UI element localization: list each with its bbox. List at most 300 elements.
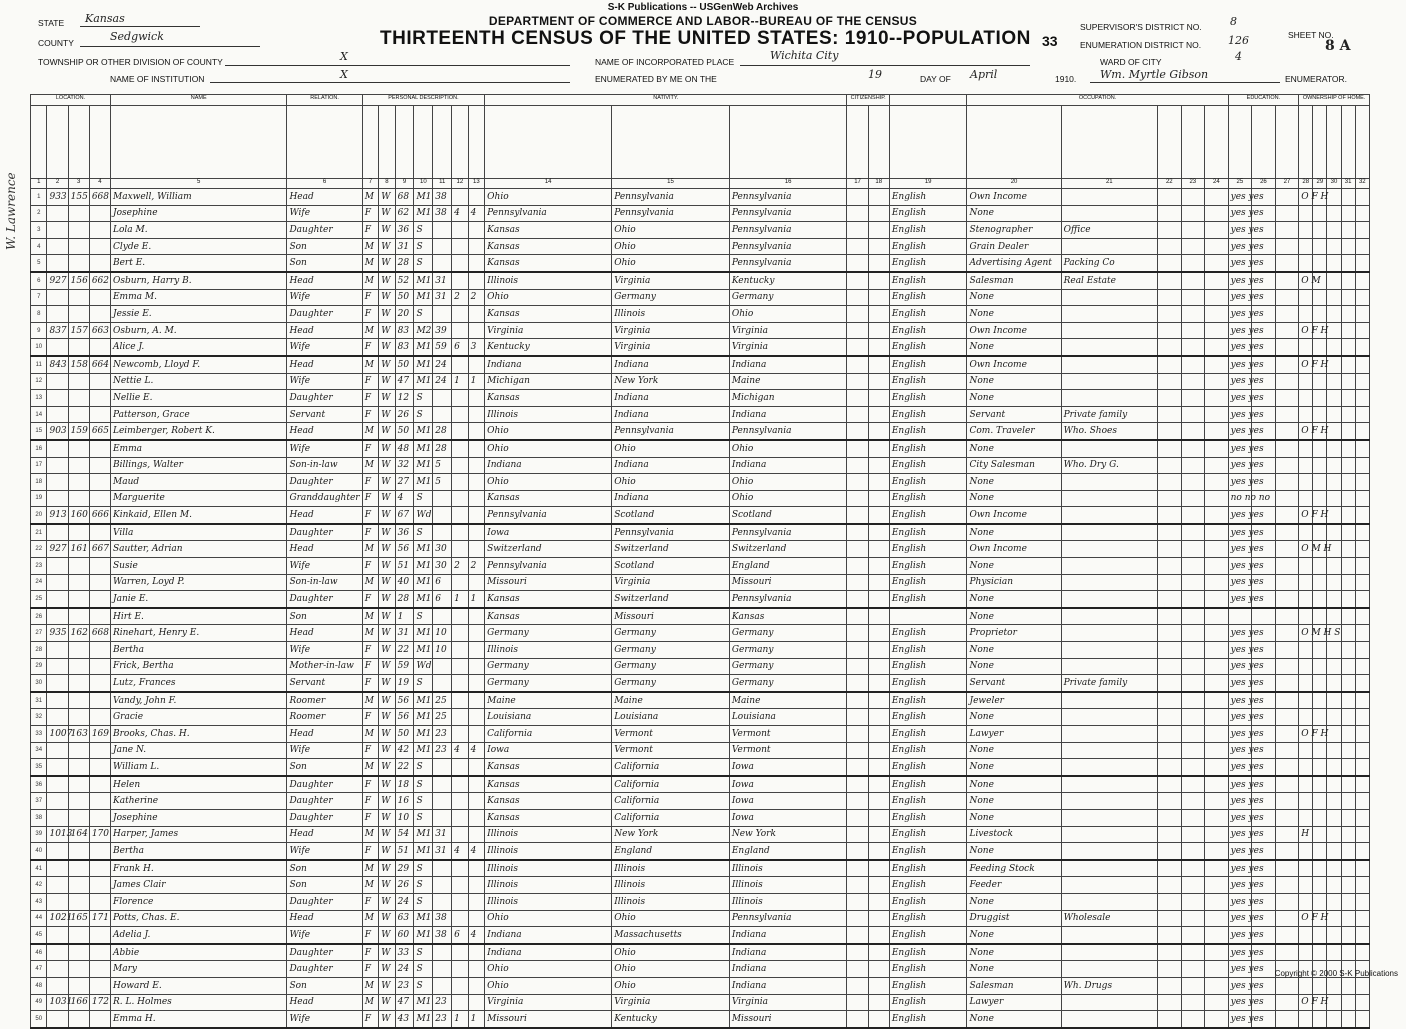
cell-liv (468, 726, 485, 743)
cell-sex: F (362, 927, 378, 944)
cell-pob: Kansas (485, 793, 612, 810)
cell-home: H (1299, 826, 1313, 843)
group-ownership: OWNERSHIP OF HOME. (1299, 95, 1370, 106)
cell-race: W (379, 860, 395, 877)
cell-yrs: 24 (433, 373, 452, 390)
cell-empty (1275, 272, 1299, 289)
cell-rel: Wife (287, 339, 362, 356)
cell-race: W (379, 977, 395, 994)
cell-street (89, 474, 110, 491)
cell-mar: S (414, 306, 433, 323)
table-row (31, 625, 1370, 642)
table-row (31, 1011, 1370, 1028)
cell-born (452, 255, 468, 272)
cell-line: 5 (31, 255, 47, 272)
cell-trade: None (967, 474, 1061, 491)
cell-empty (1341, 558, 1355, 575)
cell-empty (1205, 558, 1229, 575)
cell-pob: Indiana (485, 944, 612, 961)
cell-empty (868, 910, 889, 927)
cell-mar: M1 (414, 692, 433, 709)
cell-pobf: California (612, 759, 730, 776)
cell-trade: Own Income (967, 541, 1061, 558)
cell-empty (1158, 558, 1182, 575)
cell-street (89, 457, 110, 474)
cell-street: 668 (89, 625, 110, 642)
cell-empty (1158, 944, 1182, 961)
cell-ind: Wh. Drugs (1061, 977, 1157, 994)
cell-yrs (433, 977, 452, 994)
cell-empty (1205, 759, 1229, 776)
cell-home (1299, 709, 1313, 726)
cell-yrs (433, 608, 452, 625)
cell-pobm: Louisiana (729, 709, 847, 726)
cell-empty (1313, 826, 1327, 843)
cell-sex: M (362, 608, 378, 625)
cell-street (89, 289, 110, 306)
cell-empty (1205, 675, 1229, 692)
cell-yrs (433, 238, 452, 255)
cell-pobm: Virginia (729, 322, 847, 339)
cell-street (89, 238, 110, 255)
ward-label: WARD OF CITY (1100, 57, 1162, 67)
cell-rel: Son-in-law (287, 574, 362, 591)
cell-race: W (379, 558, 395, 575)
cell-rel: Son (287, 977, 362, 994)
cell-line: 4 (31, 238, 47, 255)
cell-empty (1327, 658, 1341, 675)
cell-liv (468, 474, 485, 491)
cell-born (452, 306, 468, 323)
cell-empty (1275, 406, 1299, 423)
cell-liv (468, 994, 485, 1011)
cell-born (452, 356, 468, 373)
cell-street: 663 (89, 322, 110, 339)
cell-pobf: Pennsylvania (612, 189, 730, 206)
cell-empty (847, 289, 868, 306)
cell-line: 19 (31, 490, 47, 507)
cell-pob: Virginia (485, 322, 612, 339)
cell-name: James Clair (110, 877, 286, 894)
cell-name: Howard E. (110, 977, 286, 994)
group-relation: RELATION. (287, 95, 362, 106)
cell-edu: yes yes (1228, 440, 1252, 457)
cell-street (89, 390, 110, 407)
cell-empty (1355, 776, 1369, 793)
cell-rel: Daughter (287, 944, 362, 961)
cell-lang (889, 608, 967, 625)
cell-empty (1158, 238, 1182, 255)
cell-lang: English (889, 255, 967, 272)
cell-trade: Servant (967, 406, 1061, 423)
cell-pob: Kansas (485, 809, 612, 826)
cell-edu: yes yes (1228, 339, 1252, 356)
cell-race: W (379, 776, 395, 793)
cell-street: 171 (89, 910, 110, 927)
cell-pobm: Pennsylvania (729, 524, 847, 541)
group-language (889, 95, 967, 106)
cell-race: W (379, 608, 395, 625)
cell-street (89, 406, 110, 423)
cell-empty (1341, 793, 1355, 810)
cell-empty (868, 591, 889, 608)
cell-trade: None (967, 709, 1061, 726)
cell-rel: Wife (287, 373, 362, 390)
cell-mar: S (414, 255, 433, 272)
cell-mar: M1 (414, 558, 433, 575)
cell-age: 22 (395, 642, 414, 659)
cell-dwell (47, 524, 68, 541)
cell-line: 8 (31, 306, 47, 323)
cell-line: 1 (31, 189, 47, 206)
cell-line: 7 (31, 289, 47, 306)
cell-street: 665 (89, 423, 110, 440)
cell-empty (1158, 457, 1182, 474)
cell-empty (1205, 608, 1229, 625)
cell-trade: None (967, 961, 1061, 978)
cell-yrs: 5 (433, 457, 452, 474)
cell-name: Newcomb, Lloyd F. (110, 356, 286, 373)
cell-empty (1275, 944, 1299, 961)
cell-age: 22 (395, 759, 414, 776)
cell-street (89, 205, 110, 222)
cell-ind (1061, 726, 1157, 743)
cell-empty (1158, 759, 1182, 776)
cell-empty (1341, 1011, 1355, 1028)
cell-pob: Pennsylvania (485, 507, 612, 524)
cell-empty (1158, 642, 1182, 659)
cell-empty (868, 423, 889, 440)
cell-fam (68, 843, 89, 860)
cell-liv (468, 189, 485, 206)
cell-pobf: Switzerland (612, 541, 730, 558)
cell-empty (847, 692, 868, 709)
cell-pob: Ohio (485, 289, 612, 306)
cell-empty (1313, 809, 1327, 826)
cell-trade: Lawyer (967, 994, 1061, 1011)
cell-sex: F (362, 675, 378, 692)
cell-street (89, 574, 110, 591)
cell-born: 2 (452, 558, 468, 575)
cell-pobf: Maine (612, 692, 730, 709)
cell-empty (1355, 558, 1369, 575)
cell-lang: English (889, 910, 967, 927)
cell-mar: S (414, 390, 433, 407)
cell-empty (1181, 189, 1205, 206)
col-number: 14 (485, 179, 612, 189)
cell-empty (1327, 843, 1341, 860)
cell-empty (1158, 189, 1182, 206)
col-number: 3 (68, 179, 89, 189)
cell-edu: yes yes (1228, 843, 1252, 860)
cell-home (1299, 944, 1313, 961)
cell-ind (1061, 826, 1157, 843)
table-row (31, 474, 1370, 491)
cell-lang: English (889, 558, 967, 575)
cell-fam (68, 759, 89, 776)
cell-empty (868, 843, 889, 860)
cell-line: 28 (31, 642, 47, 659)
cell-empty (847, 961, 868, 978)
cell-race: W (379, 1011, 395, 1028)
cell-liv (468, 574, 485, 591)
table-row (31, 490, 1370, 507)
cell-empty (1275, 877, 1299, 894)
cell-empty (1205, 776, 1229, 793)
cell-lang: English (889, 742, 967, 759)
cell-trade: Own Income (967, 507, 1061, 524)
cell-ind (1061, 558, 1157, 575)
cell-sex: M (362, 272, 378, 289)
cell-rel: Son (287, 608, 362, 625)
cell-empty (1275, 759, 1299, 776)
cell-rel: Wife (287, 927, 362, 944)
cell-edu: yes yes (1228, 826, 1252, 843)
cell-age: 28 (395, 255, 414, 272)
cell-lang: English (889, 675, 967, 692)
cell-pobf: Pennsylvania (612, 423, 730, 440)
col-number: 12 (452, 179, 468, 189)
cell-born: 6 (452, 339, 468, 356)
cell-empty (1205, 893, 1229, 910)
cell-pob: Ohio (485, 961, 612, 978)
cell-empty (868, 826, 889, 843)
cell-empty (1158, 675, 1182, 692)
cell-empty (868, 390, 889, 407)
place-label: NAME OF INCORPORATED PLACE (595, 57, 735, 67)
group-personal: PERSONAL DESCRIPTION. (362, 95, 484, 106)
cell-empty (1275, 238, 1299, 255)
cell-home (1299, 977, 1313, 994)
cell-line: 42 (31, 877, 47, 894)
cell-empty (1275, 222, 1299, 239)
table-row (31, 809, 1370, 826)
cell-trade: Feeder (967, 877, 1061, 894)
cell-rel: Servant (287, 675, 362, 692)
cell-line: 29 (31, 658, 47, 675)
cell-empty (1181, 658, 1205, 675)
cell-empty (1355, 356, 1369, 373)
cell-empty (1158, 809, 1182, 826)
cell-lang: English (889, 406, 967, 423)
cell-empty (1275, 189, 1299, 206)
cell-pobf: Virginia (612, 994, 730, 1011)
cell-ind (1061, 944, 1157, 961)
cell-street (89, 1011, 110, 1028)
cell-mar: M1 (414, 709, 433, 726)
cell-fam: 158 (68, 356, 89, 373)
cell-pob: Maine (485, 692, 612, 709)
cell-pobm: Iowa (729, 809, 847, 826)
col-number: 8 (379, 179, 395, 189)
cell-empty (1341, 927, 1355, 944)
cell-born (452, 826, 468, 843)
cell-line: 38 (31, 809, 47, 826)
cell-pobm: Ohio (729, 490, 847, 507)
cell-trade: Physician (967, 574, 1061, 591)
cell-trade: Servant (967, 675, 1061, 692)
cell-age: 59 (395, 658, 414, 675)
table-row (31, 238, 1370, 255)
cell-empty (1313, 776, 1327, 793)
cell-empty (1275, 709, 1299, 726)
cell-pobf: Ohio (612, 977, 730, 994)
cell-pobf: Ohio (612, 238, 730, 255)
cell-edu: yes yes (1228, 658, 1252, 675)
cell-age: 51 (395, 843, 414, 860)
cell-dwell (47, 373, 68, 390)
cell-empty (1205, 440, 1229, 457)
table-row (31, 558, 1370, 575)
cell-yrs: 38 (433, 189, 452, 206)
cell-empty (1205, 255, 1229, 272)
cell-lang: English (889, 440, 967, 457)
cell-street (89, 742, 110, 759)
cell-line: 26 (31, 608, 47, 625)
cell-mar: M1 (414, 826, 433, 843)
cell-rel: Son (287, 877, 362, 894)
cell-ind (1061, 356, 1157, 373)
cell-empty (1341, 356, 1355, 373)
cell-rel: Son (287, 238, 362, 255)
cell-name: Emma (110, 440, 286, 457)
cell-pobf: Ohio (612, 961, 730, 978)
cell-empty (1341, 272, 1355, 289)
cell-fam (68, 474, 89, 491)
cell-age: 31 (395, 238, 414, 255)
place-underline (740, 65, 1030, 66)
cell-empty (1355, 608, 1369, 625)
cell-empty (1205, 860, 1229, 877)
cell-rel: Wife (287, 1011, 362, 1028)
cell-race: W (379, 742, 395, 759)
cell-sex: M (362, 423, 378, 440)
cell-liv (468, 306, 485, 323)
cell-race: W (379, 541, 395, 558)
cell-fam (68, 944, 89, 961)
institution-value: X (340, 68, 348, 81)
supervisor-value: 8 (1230, 15, 1237, 28)
cell-edu: yes yes (1228, 893, 1252, 910)
cell-empty (847, 877, 868, 894)
cell-empty (1327, 507, 1341, 524)
table-row (31, 961, 1370, 978)
state-underline (80, 26, 200, 27)
cell-name: Bertha (110, 843, 286, 860)
cell-empty (1355, 222, 1369, 239)
cell-rel: Wife (287, 205, 362, 222)
cell-liv (468, 356, 485, 373)
table-row (31, 541, 1370, 558)
cell-empty (1355, 189, 1369, 206)
cell-dwell (47, 390, 68, 407)
cell-dwell: 913 (47, 507, 68, 524)
cell-empty (868, 339, 889, 356)
cell-born (452, 692, 468, 709)
cell-born (452, 322, 468, 339)
sheet-value: 8 A (1325, 38, 1351, 54)
cell-dwell (47, 809, 68, 826)
cell-empty (1181, 675, 1205, 692)
cell-empty (1341, 591, 1355, 608)
cell-mar: M1 (414, 726, 433, 743)
cell-empty (847, 994, 868, 1011)
cell-dwell (47, 440, 68, 457)
cell-empty (1275, 994, 1299, 1011)
cell-race: W (379, 591, 395, 608)
cell-empty (1158, 826, 1182, 843)
cell-name: Potts, Chas. E. (110, 910, 286, 927)
col-number: 17 (847, 179, 868, 189)
cell-trade: Livestock (967, 826, 1061, 843)
cell-empty (1355, 238, 1369, 255)
cell-empty (1327, 1011, 1341, 1028)
cell-pobf: Ohio (612, 440, 730, 457)
cell-street: 169 (89, 726, 110, 743)
cell-lang: English (889, 658, 967, 675)
township-label: TOWNSHIP OR OTHER DIVISION OF COUNTY (38, 57, 223, 67)
cell-empty (1327, 457, 1341, 474)
cell-pobm: Germany (729, 642, 847, 659)
cell-empty (1327, 776, 1341, 793)
cell-empty (1355, 994, 1369, 1011)
cell-rel: Daughter (287, 390, 362, 407)
cell-empty (1313, 759, 1327, 776)
cell-empty (868, 524, 889, 541)
cell-fam (68, 608, 89, 625)
cell-pobf: Ohio (612, 255, 730, 272)
cell-dwell: 1021 (47, 910, 68, 927)
cell-trade: None (967, 390, 1061, 407)
cell-empty (1275, 306, 1299, 323)
cell-ind (1061, 742, 1157, 759)
cell-pobm: Vermont (729, 742, 847, 759)
cell-edu: yes yes (1228, 205, 1252, 222)
cell-empty (1313, 373, 1327, 390)
cell-empty (1355, 927, 1369, 944)
cell-yrs (433, 222, 452, 239)
cell-age: 4 (395, 490, 414, 507)
cell-empty (1181, 809, 1205, 826)
cell-ind: Private family (1061, 406, 1157, 423)
state-value: Kansas (85, 12, 125, 25)
cell-ind (1061, 306, 1157, 323)
cell-pobm: Indiana (729, 457, 847, 474)
cell-trade: None (967, 373, 1061, 390)
place-value: Wichita City (770, 49, 839, 62)
cell-race: W (379, 474, 395, 491)
cell-empty (847, 625, 868, 642)
cell-ind (1061, 994, 1157, 1011)
cell-home (1299, 440, 1313, 457)
cell-empty (1205, 490, 1229, 507)
cell-name: Jessie E. (110, 306, 286, 323)
cell-yrs: 28 (433, 440, 452, 457)
cell-empty (868, 457, 889, 474)
cell-trade: City Salesman (967, 457, 1061, 474)
cell-fam: 164 (68, 826, 89, 843)
cell-empty (1158, 742, 1182, 759)
cell-home: O F H (1299, 322, 1313, 339)
cell-street (89, 642, 110, 659)
cell-rel: Servant (287, 406, 362, 423)
cell-race: W (379, 961, 395, 978)
cell-liv (468, 759, 485, 776)
cell-empty (1355, 793, 1369, 810)
institution-label: NAME OF INSTITUTION (110, 74, 205, 84)
cell-empty (1275, 474, 1299, 491)
cell-pob: Kansas (485, 390, 612, 407)
